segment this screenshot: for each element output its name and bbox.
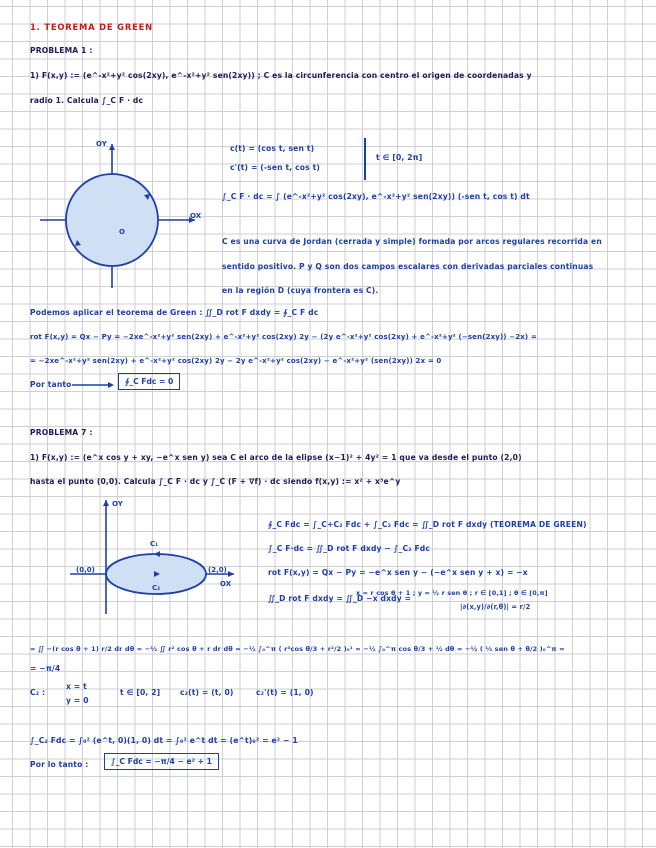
problem-1-statement-line-1: 1) F(x,y) := (e^-x²+y² cos(2xy), e^-x²+y² sen(2xy)) ; C es la circunferencia con centro el origen de coordenadas y — [30, 71, 532, 80]
rot-eq: rot F(x,y) = Qx − Py = −e^x sen y − (−e^x sen y + x) = −x — [268, 568, 528, 577]
y-axis-arrow-icon — [109, 144, 115, 150]
conclusion-prefix: Por tanto — [30, 380, 72, 389]
conclusion-prefix-2: Por lo tanto : — [30, 760, 89, 769]
c2-line-integral: ∫_C₂ Fdc = ∫₀² (e^t, 0)(1, 0) dt = ∫₀² e^t dt = (e^t)₀² = e² − 1 — [30, 736, 298, 745]
problem-7-statement-line-2: hasta el punto (0,0). Calcula ∫_C F · dc y ∫_C (F + ∇f) · dc siendo f(x,y) := x² + x³e^y — [30, 477, 401, 486]
unit-circle — [66, 174, 158, 266]
y-axis-label: OY — [96, 140, 107, 148]
green-eq-1: ∮_C Fdc = ∫_C+C₂ Fdc + ∫_C₂ Fdc = ∬_D rot F dxdy (TEOREMA DE GREEN) — [268, 520, 587, 529]
c2-interval: t ∈ [0, 2] — [120, 688, 161, 697]
jacobian: |∂(x,y)/∂(r,θ)| = r/2 — [460, 603, 531, 611]
long-calculation: = ∬ −(r cos θ + 1) r/2 dr dθ = −½ ∬ r² cos θ + r dr dθ = −½ ∫₀^π ( r³cos θ/3 + r²/2 )₀¹ = −½ ∫₀^π cos θ/3 + ½ dθ = −½ ( ⅓ sen θ + θ/2 )₀^π = — [30, 645, 565, 653]
origin-label: O — [119, 228, 125, 236]
right-point-label: (2,0) — [208, 566, 227, 574]
ellipse-graph — [70, 496, 240, 616]
rot-line-2: = −2xe^-x²+y² sen(2xy) + e^-x²+y² cos(2xy) 2y − 2y e^-x²+y² cos(2xy) − e^-x²+y² (sen(2xy)) 2x = 0 — [30, 357, 442, 365]
c2-param: c₂(t) = (t, 0) — [180, 688, 234, 697]
jordan-text-2: sentido positivo. P y Q son dos campos escalares con derivadas parciales continuas — [222, 262, 594, 271]
x-axis-arrow-icon — [228, 571, 234, 577]
jordan-text-1: C es una curva de Jordan (cerrada y simple) formada por arcos regulares recorrida en — [222, 237, 602, 246]
arrow-icon — [72, 380, 116, 390]
line-integral-expression: ∫_C F · dc = ∫ (e^-x²+y² cos(2xy), e^-x²+y² sen(2xy)) (-sen t, cos t) dt — [222, 192, 530, 201]
bracket-bar — [364, 138, 366, 180]
param-interval: t ∈ [0, 2π] — [376, 153, 423, 162]
y-axis-label: OY — [112, 500, 123, 508]
c2-label: C₂ — [152, 584, 161, 592]
result-box: ∮_C Fdc = 0 — [118, 373, 180, 390]
green-theorem-line: Podemos aplicar el teorema de Green : ∬_D rot F dxdy = ∮_C F dc — [30, 308, 319, 317]
c2-label-text: C₂ : — [30, 688, 46, 697]
long-calculation-result: = −π/4 — [30, 664, 61, 673]
left-point-label: (0,0) — [76, 566, 95, 574]
param-c: c(t) = (cos t, sen t) — [230, 144, 315, 153]
page-title: 1. TEOREMA DE GREEN — [30, 22, 153, 32]
green-eq-2: ∫_C F·dc = ∬_D rot F dxdy − ∫_C₂ Fdc — [268, 544, 431, 553]
c2-x-param: x = t — [66, 682, 87, 691]
double-integral-eq: ∬_D rot F dxdy = ∬_D −x dxdy = — [268, 594, 412, 603]
x-axis-label: OX — [190, 212, 202, 220]
c2-y-param: y = 0 — [66, 696, 89, 705]
c2-derivative: c₂'(t) = (1, 0) — [256, 688, 314, 697]
c1-label: C₁ — [150, 540, 159, 548]
y-axis-arrow-icon — [103, 500, 109, 506]
jordan-text-3: en la región D (cuya frontera es C). — [222, 286, 379, 295]
problem-7-heading: PROBLEMA 7 : — [30, 428, 93, 437]
param-c-prime: c'(t) = (-sen t, cos t) — [230, 163, 320, 172]
final-result-box: ∫_C Fdc = −π/4 − e² + 1 — [104, 753, 219, 770]
problem-1-statement-line-2: radio 1. Calcula ∫_C F · dc — [30, 96, 144, 105]
problem-1-heading: PROBLEMA 1 : — [30, 46, 93, 55]
x-axis-label: OX — [220, 580, 232, 588]
change-of-variables: x = r cos θ + 1 ; y = ½ r sen θ ; r ∈ [0,1] ; θ ∈ [0,π] — [356, 589, 548, 597]
problem-7-statement-line-1: 1) F(x,y) := (e^x cos y + xy, −e^x sen y) sea C el arco de la elipse (x−1)² + 4y² = 1 que va desde el punto (2,0) — [30, 453, 522, 462]
circle-graph — [30, 138, 210, 298]
rot-line-1: rot F(x,y) = Qx − Py = −2xe^-x²+y² sen(2xy) + e^-x²+y² cos(2xy) 2y − (2y e^-x²+y² cos(2xy) + e^-x²+y² (−sen(2xy)) −2x) = — [30, 333, 537, 341]
